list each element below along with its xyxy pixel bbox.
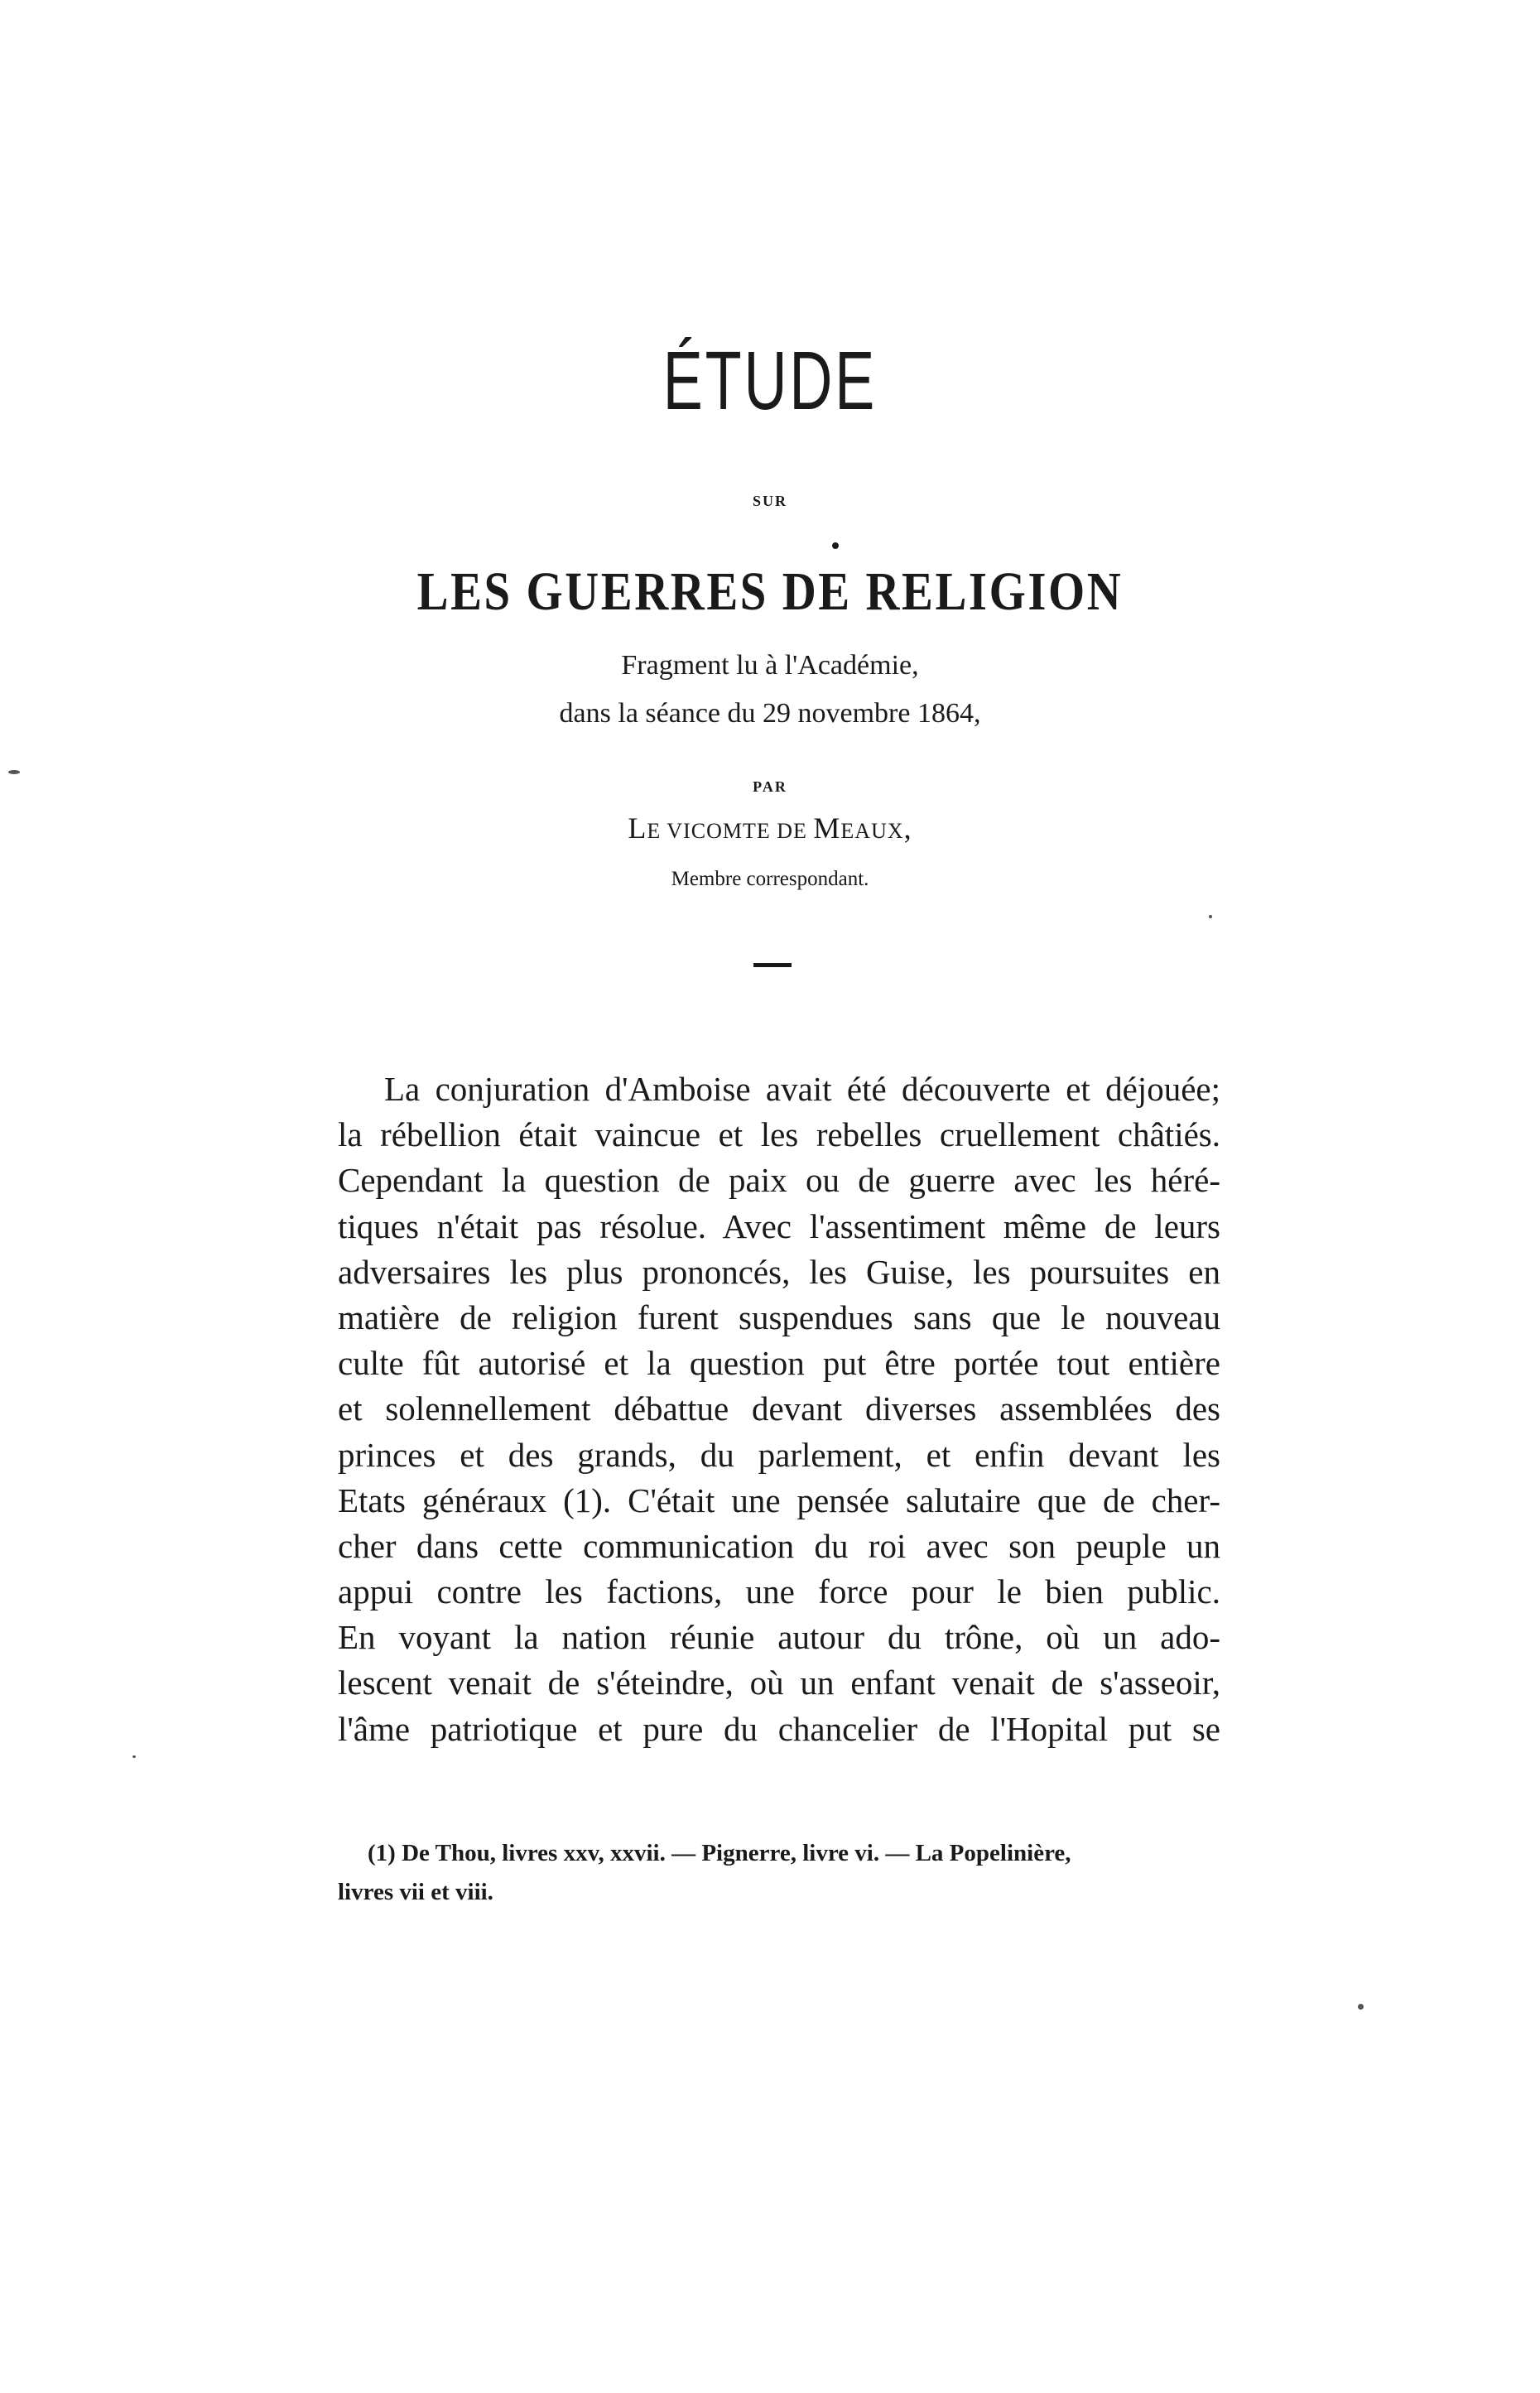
author-suffix: , bbox=[903, 811, 912, 845]
scan-speck bbox=[1358, 2004, 1364, 2010]
body-line: adversaires les plus prononcés, les Guise, les poursuites en bbox=[338, 1252, 1220, 1291]
printer-dot bbox=[832, 542, 839, 549]
body-line: et solennellement débattue devant diverses assemblées des bbox=[338, 1389, 1220, 1428]
fragment-line-2: dans la séance du 29 novembre 1864, bbox=[559, 698, 981, 729]
author-role: Membre correspondant. bbox=[671, 868, 869, 890]
scan-speck bbox=[132, 1755, 136, 1758]
author-line bbox=[0, 810, 1540, 850]
author-name-initial: M bbox=[813, 811, 841, 845]
by-label: PAR bbox=[753, 778, 787, 795]
fragment-line-1: Fragment lu à l'Académie, bbox=[621, 650, 919, 681]
author-prefix: L bbox=[628, 811, 647, 845]
body-line: l'âme patriotique et pure du chancelier de l'Hopital put se bbox=[338, 1709, 1220, 1748]
body-line: cher dans cette communication du roi avec son peuple un bbox=[338, 1526, 1220, 1565]
body-line: La conjuration d'Amboise avait été découverte et déjouée; bbox=[384, 1070, 1220, 1108]
body-line: Etats généraux (1). C'était une pensée salutaire que de cher- bbox=[338, 1481, 1220, 1519]
body-line: culte fût autorisé et la question put être portée tout entière bbox=[338, 1344, 1220, 1383]
body-line: tiques n'était pas résolue. Avec l'assentiment même de leurs bbox=[338, 1206, 1220, 1245]
scan-speck bbox=[1209, 915, 1212, 918]
scan-speck bbox=[8, 770, 20, 774]
page-subtitle: LES GUERRES DE RELIGION bbox=[416, 561, 1124, 622]
body-line: Cependant la question de paix ou de guerre avec les héré- bbox=[338, 1161, 1220, 1200]
body-line: princes et des grands, du parlement, et enfin devant les bbox=[338, 1435, 1220, 1474]
footnote-line-2: livres vii et viii. bbox=[338, 1879, 493, 1905]
body-line: En voyant la nation réunie autour du trône, où un ado- bbox=[338, 1618, 1220, 1657]
body-line: la rébellion était vaincue et les rebelles cruellement châtiés. bbox=[338, 1115, 1220, 1154]
body-line: appui contre les factions, une force pour le bien public. bbox=[338, 1572, 1220, 1611]
author-smallcaps: E VICOMTE DE bbox=[647, 819, 814, 843]
title-connector: SUR bbox=[752, 493, 787, 509]
footnote-line-1: (1) De Thou, livres xxv, xxvii. — Pignerre, livre vi. — La Popelinière, bbox=[368, 1840, 1071, 1866]
author-name-smallcaps: EAUX bbox=[840, 819, 904, 843]
section-rule bbox=[753, 963, 792, 967]
body-paragraph bbox=[338, 1066, 1220, 1752]
page-title: ÉTUDE bbox=[662, 335, 878, 427]
body-line: lescent venait de s'éteindre, où un enfant venait de s'asseoir, bbox=[338, 1664, 1220, 1702]
footnote bbox=[338, 1834, 1220, 1912]
body-line: matière de religion furent suspendues sans que le nouveau bbox=[338, 1298, 1220, 1336]
